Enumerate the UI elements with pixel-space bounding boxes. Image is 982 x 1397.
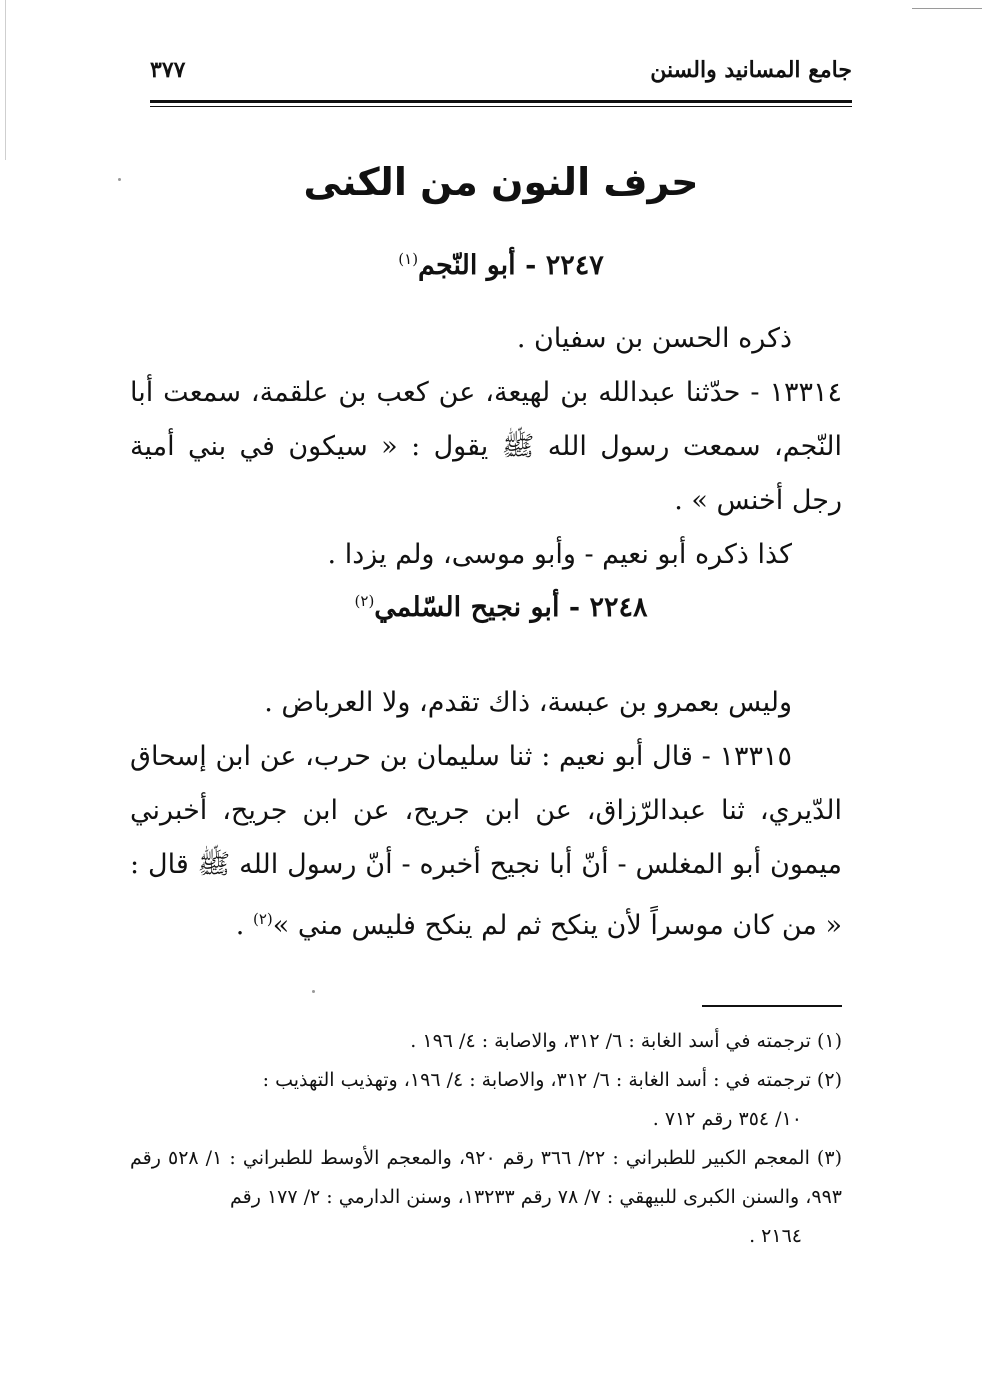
entry-heading-text: ٢٢٤٧ - أبو النّجم [418,250,604,281]
entry-body [130,676,842,953]
footnote-rule [702,1005,842,1007]
footnote-ref: (٢) [354,592,375,610]
hadith-end: . [235,910,253,941]
footnote-3: (٣) المعجم الكبير للطبراني : ٢٢/ ٣٦٦ رقم ٩٢٠، والمعجم الأوسط للطبراني : ١/ ٥٢٨ رقم ٩٩٣، والسنن الكبرى للبيهقي : ٧/ ٧٨ رقم ١٣٢٣٣، وسنن الدارمي : ٢/ ١٧٧ رقم [130,1147,842,1208]
running-header [150,55,852,95]
hadith-paragraph [130,730,842,953]
header-rule [150,100,852,103]
footnote-ref: (١) [398,250,419,268]
chapter-title: حرف النون من الكنى [303,160,699,204]
footnote-2: (٢) ترجمته في : أسد الغابة : ٦/ ٣١٢، والاصابة : ٤/ ١٩٦، وتهذيب التهذيب : [262,1069,842,1091]
entry-intro-text: ذكره الحسن بن سفيان . [516,323,792,354]
scan-artifact-line [912,8,982,9]
entry-intro [130,676,842,730]
entry-heading-text: ٢٢٤٨ - أبو نجيح السّلمي [374,592,648,623]
scan-speck [312,990,315,993]
footnote-2-continuation: ١٠/ ٣٥٤ رقم ٧١٢ . [652,1108,802,1130]
entry-body [130,312,842,582]
footnote-ref: (٢) [252,910,273,928]
page-number: ٣٧٧ [150,57,186,83]
footnotes [130,1022,842,1256]
entry-heading [150,592,852,623]
header-rule-thin [150,106,852,107]
entry-note [130,528,842,582]
scan-speck [118,178,121,181]
footnote-3-continuation: ٢١٦٤ . [749,1225,802,1247]
entry-intro [130,312,842,366]
book-title: جامع المسانيد والسنن [650,57,852,83]
scan-artifact-margin [5,0,6,160]
hadith-text: ١٣٣١٤ - حدّثنا عبدالله بن لهيعة، عن كعب بن علقمة، سمعت أبا النّجم، سمعت رسول الله ﷺ يقول : « سيكون في بني أمية رجل أخنس » . [130,377,842,516]
hadith-text: ١٣٣١٥ - قال أبو نعيم : ثنا سليمان بن حرب، عن ابن إسحاق الدّيري، ثنا عبدالرّزاق، عن ابن جريح، عن ابن جريح، أخبرني ميمون أبو المغلس - أنّ أبا نجيح أخبره - أنّ رسول الله ﷺ قال : « من كان موسراً لأن ينكح ثم لم ينكح فليس مني » [130,741,842,941]
entry-note-text: كذا ذكره أبو نعيم - وأبو موسى، ولم يزدا . [327,539,792,570]
footnote-1: (١) ترجمته في أسد الغابة : ٦/ ٣١٢، والاصابة : ٤/ ١٩٦ . [410,1030,842,1052]
entry-intro-text: وليس بعمرو بن عبسة، ذاك تقدم، ولا العرباض . [264,687,792,718]
entry-heading [150,250,852,281]
